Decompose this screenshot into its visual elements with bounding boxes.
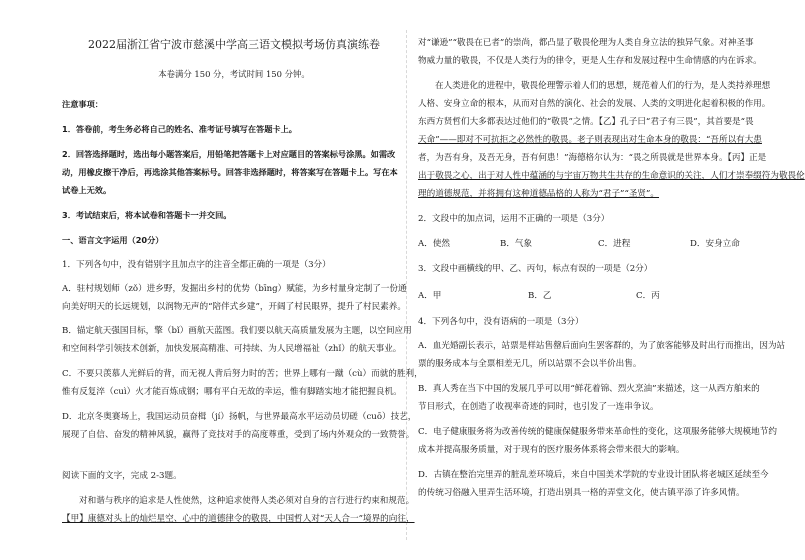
passage-cont-line-2: 物威力量的敬畏，不仅是人类行为的律令，更是人生存和发展过程中生命情感的内在诉求。 — [418, 56, 762, 66]
q3-option-c: C．丙 — [636, 291, 660, 301]
notice-3: 3．考试结束后，将本试卷和答题卡一并交回。 — [62, 210, 232, 220]
notice-heading: 注意事项： — [62, 99, 103, 109]
q2-option-c: C．进程 — [598, 239, 631, 249]
passage-para-2-line-4: 天命”——即对不可抗拒之必然性的敬畏。老子则表现出对生命本身的敬畏：“吾所以有大患 — [418, 135, 762, 145]
q1-option-d-line-1: D．北京冬奥赛场上，我国运动员奋楫（jí）扬帆，与世界最高水平运动员切磋（cuō）技艺， — [62, 412, 417, 422]
q1-option-a-line-1: A．驻村规划师（zǒ）进乡野，发掘出乡村的优势（bīng）赋能，为乡村量身定制了一份通 — [62, 284, 407, 294]
q2-option-d: D．安身立命 — [690, 239, 740, 249]
notice-2-line-2: 动，用橡皮擦干净后，再选涂其他答案标号。回答非选择题时，将答案写在答题卡上。写在本 — [62, 167, 398, 177]
passage-line-2: 【甲】康德对头上的灿烂星空、心中的道德律令的敬畏，中国哲人对“天人合一”境界的向往， — [62, 514, 415, 524]
q1-option-a-line-2: 向美好明天的长远规划，以润物无声的“陪伴式乡建”，开阔了村民眼界，提升了村民素养。 — [62, 302, 406, 312]
q4-option-b-line-2: 节目形式，在创造了收视率奇迹的同时，也引发了一连串争议。 — [418, 402, 659, 412]
passage-para-2-line-6: 出于敬畏之心，出于对人性中蕴涵的与宇宙万物共生共存的生命意识的关注，人们才崇奉缀符为敬畏伦 — [418, 171, 805, 181]
notice-1: 1．答卷前，考生务必将自己的姓名、准考证号填写在答题卡上。 — [62, 124, 297, 134]
q3-option-a: A．甲 — [418, 291, 442, 301]
passage-para-2-line-2: 人格、安身立命的根本，从而对自然的演化、社会的发展、人类的文明进化起着积极的作用。 — [418, 99, 771, 109]
passage-cont-line-1: 对“谦逊”“敬畏在已者”的崇尚，都凸显了敬畏伦理为人类自身立法的独异气象。对神圣事 — [418, 38, 754, 48]
q4-option-d-line-2: 的传统习俗融入里弄生活环境，打造出别具一格的弄堂文化，使古镇平添了许多风情。 — [418, 488, 745, 498]
q1-option-c-line-2: 惟有反复淬（cuì）火才能百炼成钢；哪有平白无故的幸运，惟有脚踏实地才能把握良机。 — [62, 387, 402, 397]
left-column — [62, 0, 423, 560]
q3-option-b: B．乙 — [528, 291, 552, 301]
q1-option-b-line-1: B．锚定航天强国目标，擎（bǐ）画航天蓝图。我们要以航天高质量发展为主题，以空间应用 — [62, 326, 412, 336]
exam-title: 2022届浙江省宁波市慈溪中学高三语文模拟考场仿真演练卷 — [88, 38, 380, 51]
question-3-stem: 3．文段中画横线的甲、乙、丙句，标点有误的一项是（2分） — [418, 264, 653, 274]
q4-option-c-line-2: 成本并提高服务质量，对于现有的医疗服务体系将会带来很大的影响。 — [418, 445, 685, 455]
reading-intro: 阅读下面的文字，完成 2-3题。 — [62, 471, 182, 481]
q1-option-c-line-1: C．不要只羡慕人光鲜后的背，而无视人背后努力时的苦；世界上哪有一蹴（cù）而就的胜利， — [62, 369, 423, 379]
q4-option-d-line-1: D．古镇在整治完里弄的脏乱差环境后，来自中国美术学院的专业设计团队将老城区延续至今 — [418, 470, 769, 480]
question-2-stem: 2．文段中的加点词，运用不正确的一项是（3分） — [418, 214, 610, 224]
q2-option-a: A．使然 — [418, 239, 450, 249]
exam-subtitle: 本卷满分 150 分，考试时间 150 分钟。 — [158, 69, 310, 79]
q4-option-b-line-1: B．真人秀在当下中国的发展几乎可以用“鲜花着锦、烈火烹油”来描述，这一从西方舶来的 — [418, 384, 760, 394]
right-column — [418, 0, 805, 560]
q2-option-b: B．气象 — [500, 239, 533, 249]
q4-option-a-line-2: 票的服务成本与全票相差无几，所以站票不会以半价出售。 — [418, 359, 642, 369]
passage-para-2-line-1: 在人类进化的进程中，敬畏伦理警示着人们的思想，规范着人们的行为，是人类持养理想 — [435, 81, 771, 91]
question-4-stem: 4．下列各句中，没有语病的一项是（3分） — [418, 317, 584, 327]
q4-option-a-line-1: A．血光婚副长表示，站票是样站售罄后面向生罢客群的，为了旅客能够及时出行而推出，因为站 — [418, 341, 786, 351]
passage-para-2-line-3: 东西方贤哲们大多都表达过他们的“敬畏”之情。【乙】孔子曰“君子有三畏”，其首要是“畏 — [418, 117, 754, 127]
passage-line-1: 对和谐与秩序的追求是人性使然，这种追求使得人类必须对自身的言行进行约束和规范。 — [79, 496, 415, 506]
notice-2-line-1: 2．回答选择题时，选出每小题答案后，用铅笔把答题卡上对应题目的答案标号涂黑。如需改 — [62, 149, 396, 159]
q1-option-d-line-2: 展现了自信、奋发的精神风貌，赢得了竞技对手的高度尊重，受到了场内外观众的一致赞誉。 — [62, 430, 415, 440]
section-1-heading: 一、语言文字运用（20分） — [62, 235, 164, 245]
passage-para-2-line-5: 者，为吾有身，及吾无身，吾有何患！”海德格尔认为：“畏之所畏就是世界本身。【丙】正是 — [418, 153, 767, 163]
q4-option-c-line-1: C．电子健康服务将为改善传统的健康保健服务带来革命性的变化，这项服务能够大规模地节约 — [418, 427, 777, 437]
question-1-stem: 1．下列各句中，没有错别字且加点字的注音全都正确的一项是（3分） — [62, 260, 331, 270]
passage-para-2-line-7: 理的道德规范，并将拥有这种道德品格的人称为“君子”“圣贤”。 — [418, 189, 660, 199]
q1-option-b-line-2: 和空间科学引领技术创新，加快发展高精准、可持续、为人民增福祉（zhǐ）的航天事业。 — [62, 344, 402, 354]
notice-2-line-3: 试卷上无效。 — [62, 185, 112, 195]
